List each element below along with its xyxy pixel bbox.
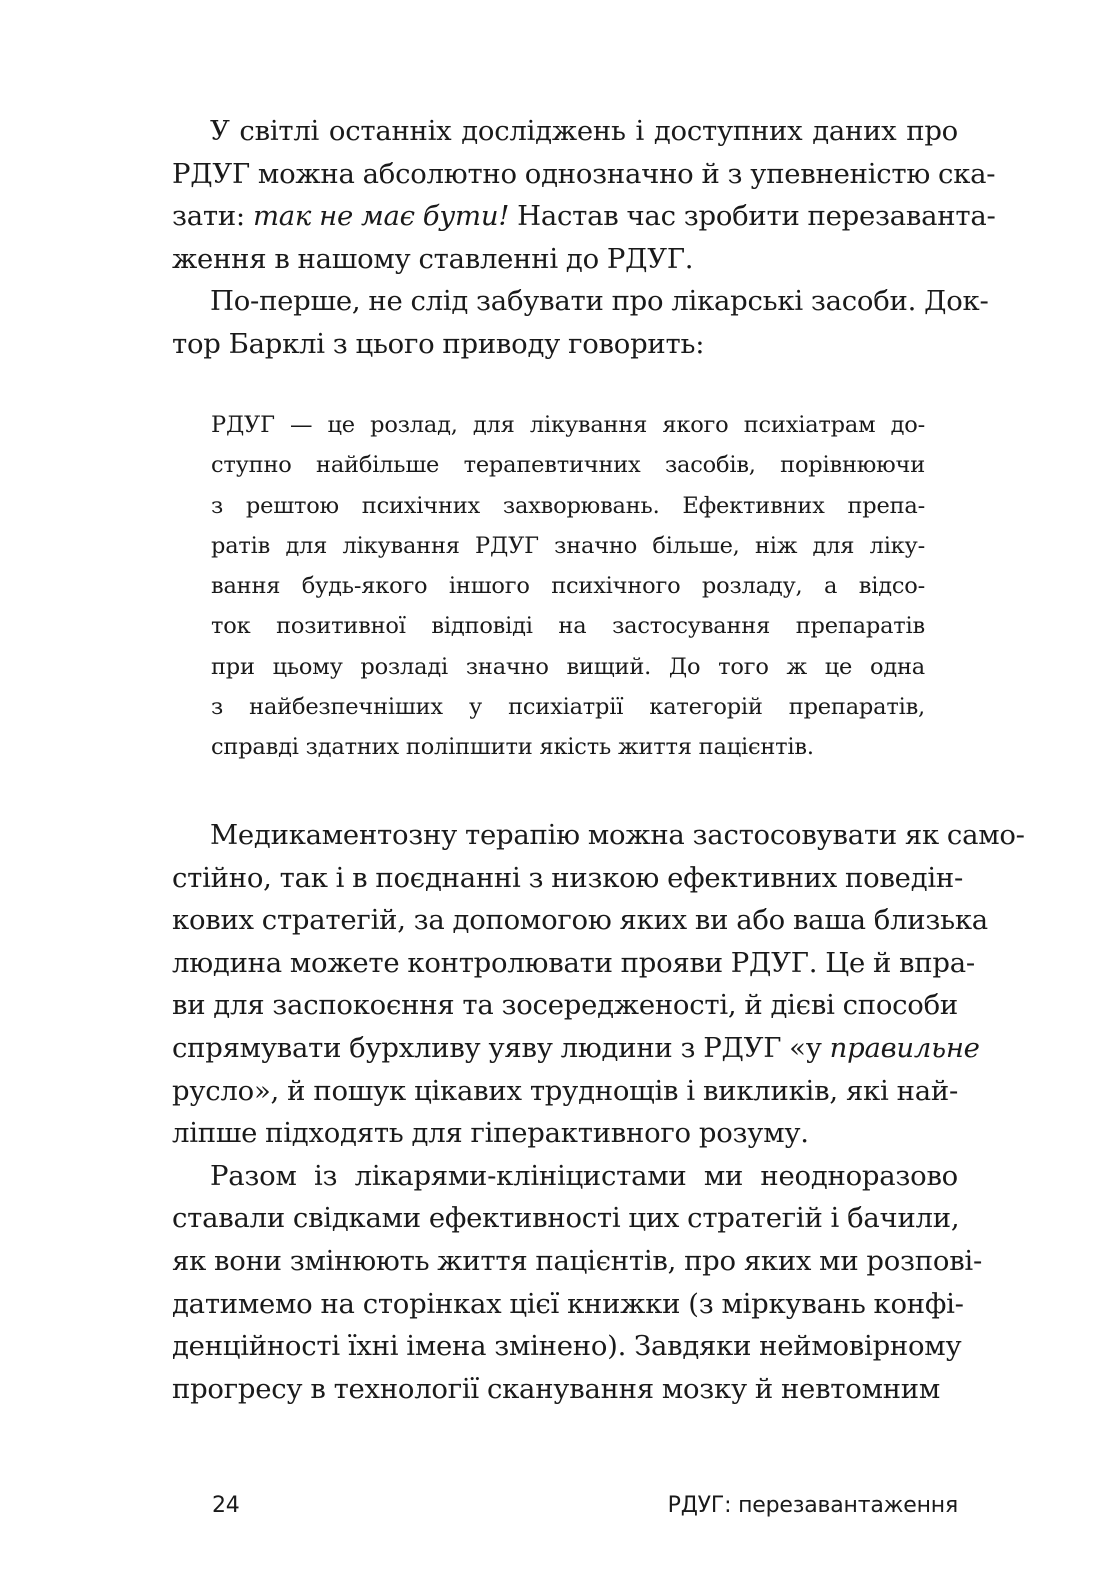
text-line: ставали свідками ефективності цих стратегій і бачили, <box>172 1202 960 1235</box>
text-line: тор Барклі з цього приводу говорить: <box>172 327 705 360</box>
text-line: датимемо на сторінках цієї книжки (з міркувань конфі- <box>172 1287 964 1320</box>
text-line: ження в нашому ставленні до РДУГ. <box>172 242 694 275</box>
text-line: Разом із лікарями-клініцистами ми неодноразово <box>210 1159 958 1192</box>
text-line: ви для заспокоєння та зосередженості, й дієві способи <box>172 989 958 1022</box>
text-segment: Настав час зробити перезаванта- <box>509 200 996 233</box>
text-line: РДУГ можна абсолютно однозначно й з упевненістю ска- <box>172 157 996 190</box>
italic-emphasis: так не має бути! <box>252 200 510 233</box>
text-segment: зати: <box>172 200 253 233</box>
text-line: денційності їхні імена змінено). Завдяки неймовірному <box>172 1330 962 1363</box>
block-quote <box>211 405 925 768</box>
text-line: У світлі останніх досліджень і доступних даних про <box>210 115 958 147</box>
quote-line: з рештою психічних захворювань. Ефективних препа- <box>211 492 925 519</box>
quote-line: ток позитивної відповіді на застосування препаратів <box>211 613 925 640</box>
text-line: прогресу в технології сканування мозку й невтомним <box>172 1372 941 1405</box>
text-segment: спрямувати бурхливу уяву людини з РДУГ «у <box>172 1031 830 1064</box>
text-line: як вони змінюють життя пацієнтів, про яких ми розпові- <box>172 1244 983 1277</box>
text-line: ліпше підходять для гіперактивного розуму. <box>172 1117 809 1150</box>
text-line: людина можете контролювати прояви РДУГ. Це й впра- <box>172 946 975 979</box>
quote-line: РДУГ — це розлад, для лікування якого психіатрам до- <box>211 412 925 438</box>
quote-line: справді здатних поліпшити якість життя пацієнтів. <box>211 734 814 761</box>
italic-emphasis: правильне <box>829 1031 980 1064</box>
paragraph <box>172 280 989 365</box>
paragraph <box>172 110 996 280</box>
quote-line: з найбезпечніших у психіатрії категорій препаратів, <box>211 694 925 721</box>
quote-line: ступно найбільше терапевтичних засобів, порівнюючи <box>211 452 925 479</box>
text-line: русло», й пошук цікавих труднощів і викликів, які най- <box>172 1074 958 1107</box>
paragraph <box>172 814 1025 1155</box>
text-line: По-перше, не слід забувати про лікарські засоби. Док- <box>210 285 989 318</box>
text-line: Медикаментозну терапію можна застосовувати як само- <box>210 819 1025 851</box>
running-title: РДУГ: перезавантаження <box>667 1493 958 1518</box>
body-text-top <box>172 110 996 366</box>
quote-line: вання будь-якого іншого психічного розладу, а відсо- <box>211 573 925 600</box>
text-line <box>172 195 996 238</box>
body-text-bottom <box>172 814 1025 1410</box>
text-line: стійно, так і в поєднанні з низкою ефективних поведін- <box>172 861 964 894</box>
text-line: кових стратегій, за допомогою яких ви або ваша близька <box>172 904 988 937</box>
page-footer <box>172 1486 958 1526</box>
quote-line: ратів для лікування РДУГ значно більше, ніж для ліку- <box>211 532 925 559</box>
page-number: 24 <box>212 1493 240 1518</box>
quote-line: при цьому розладі значно вищий. До того ж це одна <box>211 653 925 680</box>
text-line <box>172 1027 980 1070</box>
paragraph <box>172 1155 983 1411</box>
